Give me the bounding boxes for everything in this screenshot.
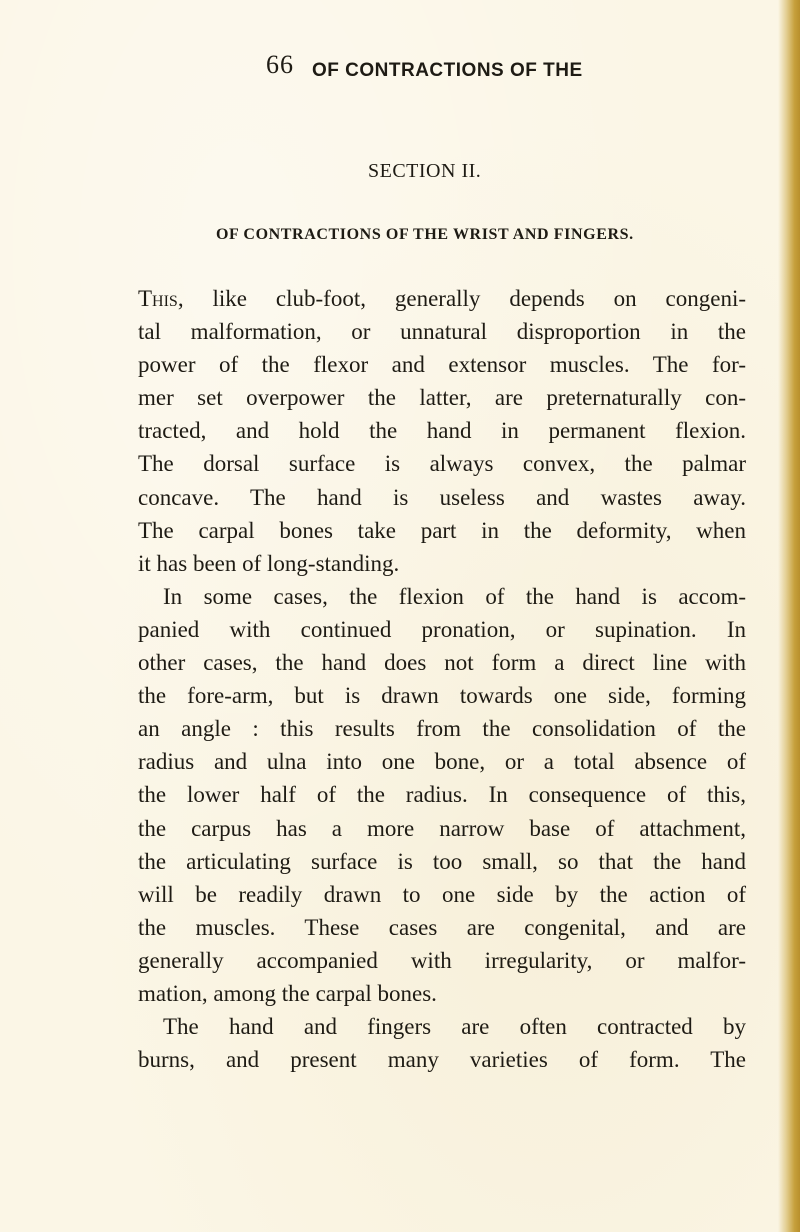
text-line: generally accompanied with irregularity, or malfor- (138, 947, 746, 973)
text-line: the lower half of the radius. In consequence of this, (138, 782, 746, 808)
text-line: will be readily drawn to one side by the action of (138, 881, 746, 907)
text-line: mation, among the carpal bones. (138, 980, 437, 1006)
text-line: radius and ulna into one bone, or a total absence of (138, 749, 746, 775)
text-line: power of the flexor and extensor muscles. The for- (138, 352, 746, 378)
text-line: The hand and fingers are often contracted by (163, 1014, 746, 1040)
text-line: tracted, and hold the hand in permanent flexion. (138, 418, 746, 444)
text-line: burns, and present many varieties of form. The (138, 1047, 746, 1073)
text-line-rest: like club-foot, generally depends on congeni- (183, 286, 746, 311)
text-line: The carpal bones take part in the deformity, when (138, 517, 746, 543)
section-title: SECTION II. (368, 160, 482, 182)
text-line: mer set overpower the latter, are preternaturally con- (138, 385, 746, 411)
text-line: The dorsal surface is always convex, the palmar (138, 451, 746, 477)
text-line: it has been of long-standing. (138, 550, 400, 576)
page-edge (778, 0, 800, 1232)
body-text (138, 282, 746, 1076)
text-line (138, 282, 746, 315)
text-line: tal malformation, or unnatural disproportion in the (138, 319, 746, 345)
text-line: the fore-arm, but is drawn towards one side, forming (138, 683, 746, 709)
first-word: This, (138, 286, 184, 311)
text-line: the muscles. These cases are congenital, and are (138, 914, 746, 940)
text-line: other cases, the hand does not form a direct line with (138, 650, 746, 676)
page-number: 66 (266, 50, 294, 79)
text-line: In some cases, the flexion of the hand is accom- (163, 583, 746, 609)
text-line: an angle : this results from the consolidation of the (138, 716, 746, 742)
text-line: panied with continued pronation, or supination. In (138, 616, 746, 642)
text-line: concave. The hand is useless and wastes away. (138, 484, 746, 510)
running-head: OF CONTRACTIONS OF THE (312, 60, 583, 81)
text-line: the articulating surface is too small, so that the hand (138, 848, 746, 874)
section-subtitle: OF CONTRACTIONS OF THE WRIST AND FINGERS. (216, 226, 634, 243)
text-line: the carpus has a more narrow base of attachment, (138, 815, 746, 841)
